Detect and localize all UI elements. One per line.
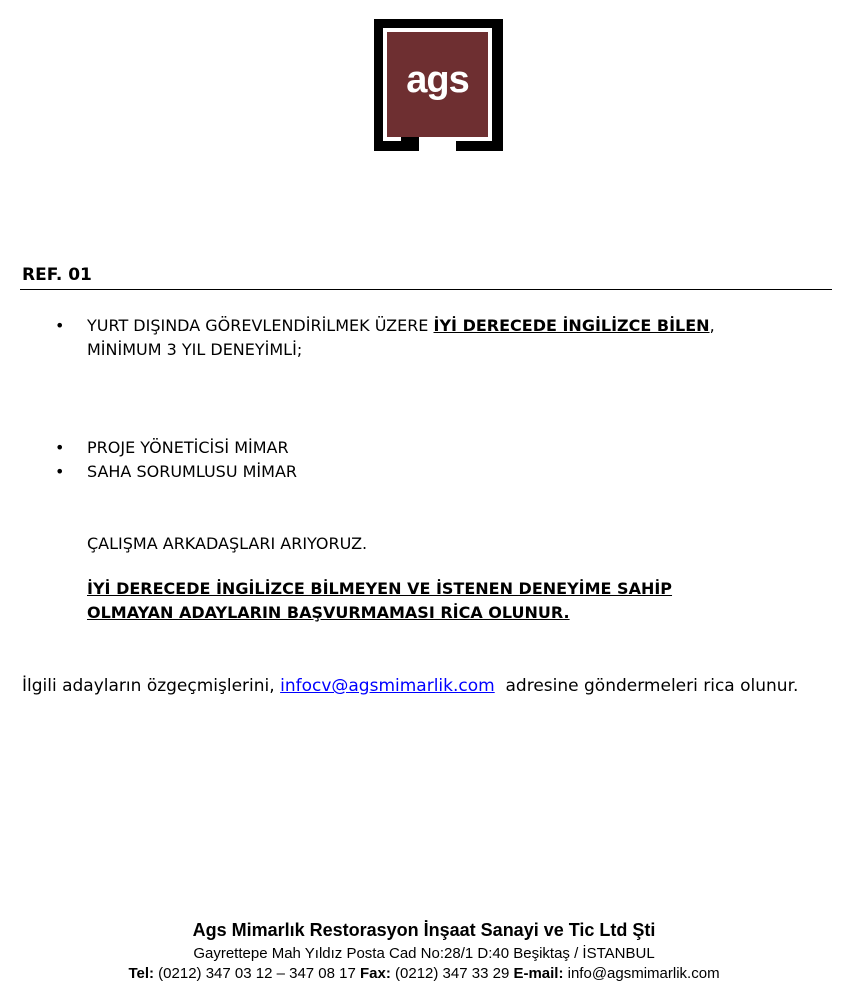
- footer-email: info@agsmimarlik.com: [563, 965, 720, 982]
- requirement-emphasis: İYİ DERECEDE İNGİLİZCE BİLEN: [433, 316, 710, 335]
- fax-value: (0212) 347 33 29: [390, 965, 514, 982]
- requirement-prefix: YURT DIŞINDA GÖREVLENDİRİLMEK ÜZERE: [87, 316, 434, 335]
- position-item: PROJE YÖNETİCİSİ MİMAR: [87, 438, 289, 457]
- notice-line-2: OLMAYAN ADAYLARIN BAŞVURMAMASI RİCA OLUNUR.: [87, 603, 570, 622]
- logo-mark: [387, 32, 488, 137]
- tel-value: (0212) 347 03 12 – 347 08 17: [154, 965, 361, 982]
- logo-text: ags: [406, 59, 469, 101]
- position-item: SAHA SORUMLUSU MİMAR: [87, 462, 298, 481]
- footer-contact: [0, 965, 848, 982]
- email-label: E-mail:: [513, 965, 564, 982]
- notice: [87, 577, 787, 625]
- logo-gap: [419, 141, 456, 151]
- notice-line-1: İYİ DERECEDE İNGİLİZCE BİLMEYEN VE İSTENEN DENEYİME SAHİP: [87, 579, 673, 598]
- apply-spacer: [495, 676, 506, 696]
- reference-heading: REF. 01: [22, 265, 92, 285]
- heading-divider: [20, 289, 832, 290]
- company-logo: [374, 19, 503, 151]
- apply-suffix: adresine göndermeleri rica olunur.: [505, 676, 799, 696]
- footer-address: Gayrettepe Mah Yıldız Posta Cad No:28/1 D:40 Beşiktaş / İSTANBUL: [193, 945, 655, 962]
- application-email-link[interactable]: infocv@agsmimarlik.com: [280, 676, 495, 696]
- requirement-line-2: MİNİMUM 3 YIL DENEYİMLİ;: [87, 340, 303, 359]
- tel-label: Tel:: [128, 965, 154, 982]
- logo-notch: [401, 137, 419, 151]
- requirement-suffix: ,: [709, 316, 715, 335]
- bullet-icon: •: [55, 438, 65, 457]
- requirement-line-1: [87, 314, 715, 338]
- seeking-text: ÇALIŞMA ARKADAŞLARI ARIYORUZ.: [87, 534, 368, 553]
- footer-company-name: Ags Mimarlık Restorasyon İnşaat Sanayi ve Tic Ltd Şti: [192, 920, 656, 940]
- apply-instructions: [22, 674, 798, 698]
- apply-prefix: İlgili adayların özgeçmişlerini,: [22, 676, 281, 696]
- fax-label: Fax:: [360, 965, 391, 982]
- bullet-icon: •: [55, 462, 65, 481]
- bullet-icon: •: [55, 316, 65, 335]
